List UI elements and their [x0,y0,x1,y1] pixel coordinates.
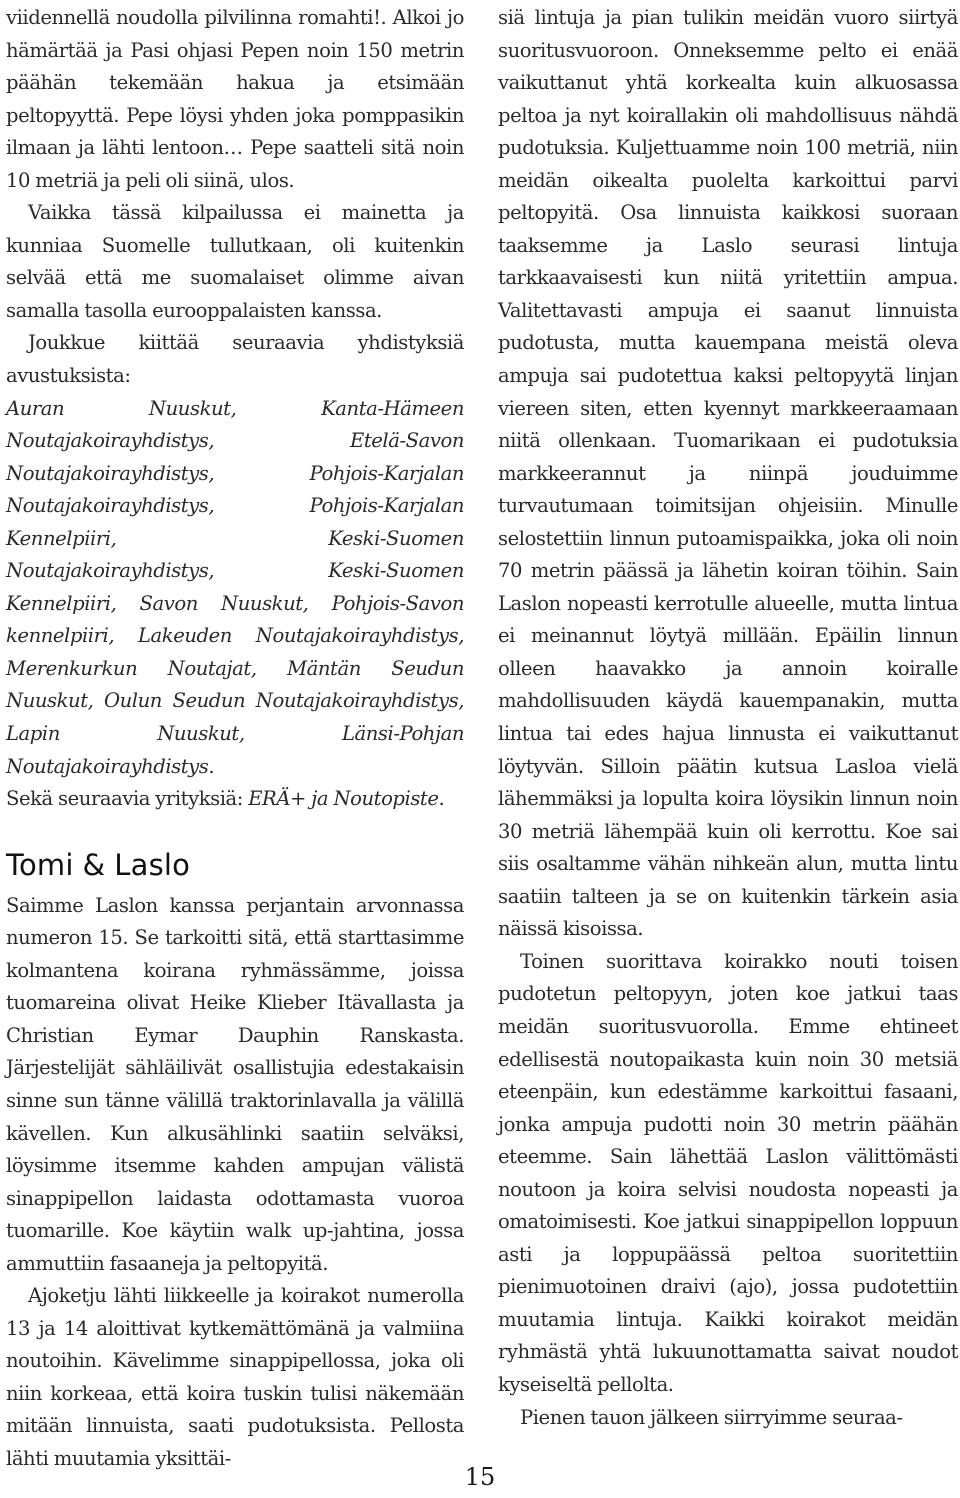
sponsor-companies-label: Sekä seuraavia yrityksiä: [6,787,249,811]
paragraph-continuation: Pienen tauon jälkeen siirryimme seuraa- [520,1405,903,1429]
page-number: 15 [464,1463,496,1491]
paragraph-second-retrieve: Toinen suorittava koirakko nouti toisen pudotetun peltopyyn, joten koe jatkui taas meidän suoritusvuorolla. Emme ehtineet edellisestä noutopaikasta kuin noin 30 metsiä eteenpäin, kun edestämme karkoittui fasaani, jonka ampuja pudotti noin 30 metrin päähän eteemme. Sain lähettää Laslon välittömästi noutoon ja koira selvisi noudosta nopeasti ja omatoimisesti. Koe jatkui sinappipellon loppuun asti ja loppupäässä peltoa suoritettiin pienimuotoinen draivi (ajo), jossa pudotettiin muutamia lintuja. Kaikki koirakot meidän ryhmästä yhtä lukuunottamatta saivat noudot kyseiseltä pellolta. [498,949,958,1396]
paragraph-sponsor-companies [6,783,464,816]
paragraph-thanks-intro: Joukkue kiittää seuraavia yhdistyksiä avustuksista: [6,331,464,388]
right-column [498,2,958,1434]
paragraph-competition-summary: Vaikka tässä kilpailussa ei mainetta ja kunniaa Suomelle tullutkaan, oli kuitenkin selvää että me suomalaiset olimme aivan samalla tasolla eurooppalaisten kanssa. [6,201,464,322]
paragraph-sponsor-associations: Auran Nuuskut, Kanta-Hämeen Noutajakoirayhdistys, Etelä-Savon Noutajakoirayhdistys, Pohjois-Karjalan Noutajakoirayhdistys, Pohjois-Karjalan Kennelpiiri, Keski-Suomen Noutajakoirayhdistys, Keski-Suomen Kennelpiiri, Savon Nuuskut, Pohjois-Savon kennelpiiri, Lakeuden Noutajakoirayhdistys, Merenkurkun Noutajat, Mäntän Seudun Nuuskut, Oulun Seudun Noutajakoirayhdistys, Lapin Nuuskut, Länsi-Pohjan Noutajakoirayhdistys. [6,396,464,778]
sponsor-companies-names: ERÄ+ ja Noutopiste. [248,787,445,811]
paragraph-drive-start: Ajoketju lähti liikkeelle ja koirakot numerolla 13 ja 14 aloittivat kytkemättömänä ja valmiina noutoihin. Kävelimme sinappipellossa, joka oli niin korkeaa, että koira tuskin tulisi näkemään mitään linnuista, saati pudotuksista. Pellosta lähti muutamia yksittäi- [6,1284,464,1470]
paragraph-first-retrieve: siä lintuja ja pian tulikin meidän vuoro siirtyä suoritusvuoroon. Onneksemme pelto ei enää vaikuttanut yhtä korkealta kuin alkuosassa peltoa ja nyt koirallakin oli mahdollisuus nähdä pudotuksia. Kuljettuamme noin 100 metriä, niin meidän oikealta puolelta karkoittui parvi peltopyitä. Osa linnuista kaikkosi suoraan taaksemme ja Laslo seurasi lintuja tarkkaavaisesti kun niitä yritettiin ampua. Valitettavasti ampuja ei saanut linnuista pudotusta, mutta kauempana meistä oleva ampuja sai pudotettua kaksi peltopyytä linjan viereen siten, etten kyennyt markkeeraamaan niitä ollenkaan. Tuomarikaan ei pudotuksia markkeerannut ja niinpä jouduimme turvautumaan toimitsijan ohjeisiin. Minulle selostettiin linnun putoamispaikka, joka oli noin 70 metrin päässä ja lähetin koiran töihin. Sain Laslon nopeasti kerrotulle alueelle, mutta lintua ei meinannut löytyä millään. Epäilin linnun olleen haavakko ja annoin koiralle mahdollisuuden käydä kauempanakin, mutta lintua tai edes hajua linnusta ei vaikuttanut löytyvän. Silloin päätin kutsua Lasloa vielä lähemmäksi ja lopulta koira löysikin linnun noin 30 metriä lähempää kuin oli kerrottu. Koe sai siis osaltamme vähän nihkeän alun, mutta lintu saatiin talteen ja se on kuitenkin tärkein asia näissä kisoissa. [498,6,958,941]
paragraph-draw-and-setup: Saimme Laslon kanssa perjantain arvonnassa numeron 15. Se tarkoitti sitä, että starttasimme kolmantena koirana ryhmässämme, joissa tuomareina olivat Heike Klieber Itävallasta ja Christian Eymar Dauphin Ranskasta. Järjestelijät sähläilivät osallistujia edestakaisin sinne sun tänne välillä traktorinlavalla ja välillä kävellen. Kun alkusählinki saatiin selväksi, löysimme itsemme kahden ampujan välistä sinappipellon laidasta odottamasta vuoroa tuomarille. Koe käytiin walk up-jahtina, jossa ammuttiin fasaaneja ja peltopyitä. [6,893,464,1275]
left-column [6,2,464,1476]
paragraph-pepe-retrieve: viidennellä noudolla pilvilinna romahti!. Alkoi jo hämärtää ja Pasi ohjasi Pepen noin 150 metrin päähän tekemään hakua ja etsimään peltopyyttä. Pepe löysi yhden joka pomppasikin ilmaan ja lähti lentoon… Pepe saatteli sitä noin 10 metriä ja peli oli siinä, ulos. [6,6,464,192]
section-heading: Tomi & Laslo [6,847,191,882]
